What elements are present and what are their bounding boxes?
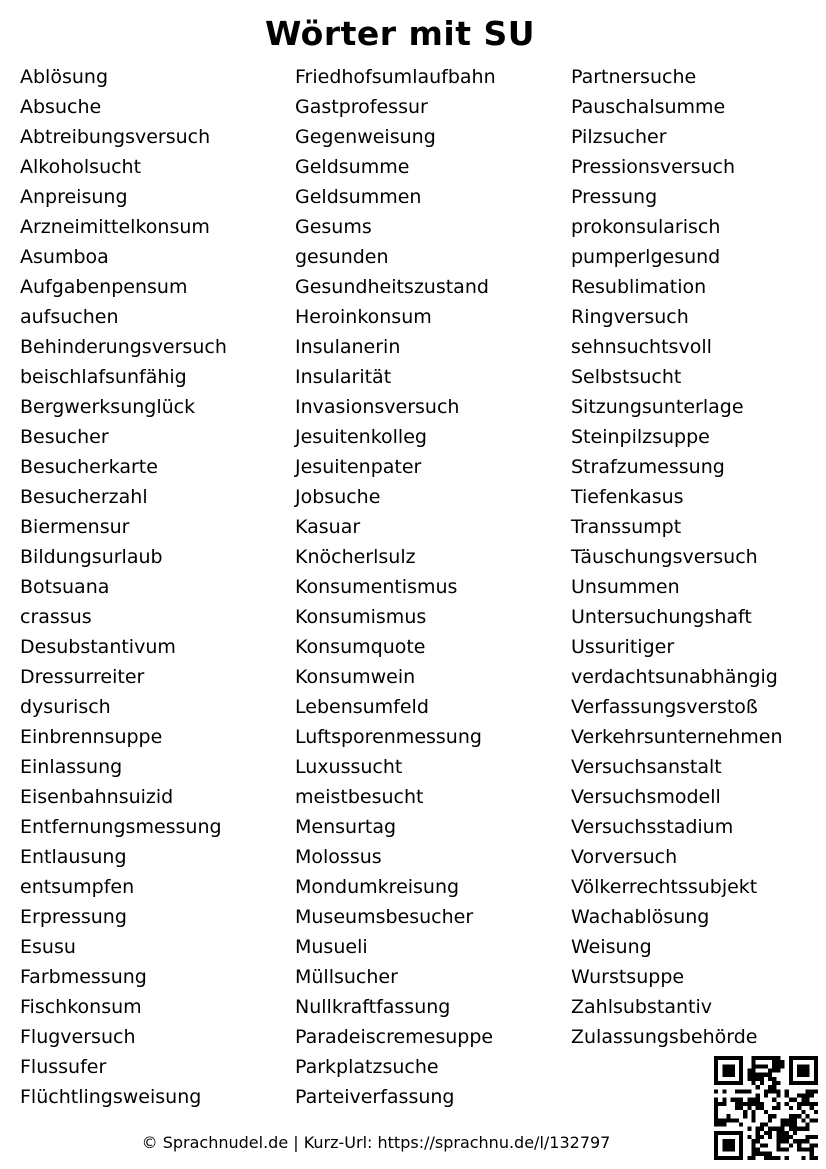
- word-item: Strafzumessung: [571, 456, 725, 478]
- word-column-1: [20, 62, 227, 1112]
- page-title: Wörter mit SU: [264, 14, 536, 53]
- word-item: Besucherkarte: [20, 456, 158, 478]
- word-item: Täuschungsversuch: [571, 546, 758, 568]
- word-item: Anpreisung: [20, 186, 128, 208]
- word-item: Geldsummen: [295, 186, 422, 208]
- word-item: Konsumentismus: [295, 576, 458, 598]
- word-item: Gegenweisung: [295, 126, 436, 148]
- word-item: Lebensumfeld: [295, 696, 429, 718]
- word-item: Vorversuch: [571, 846, 678, 868]
- word-item: Versuchsstadium: [571, 816, 734, 838]
- word-item: Besucherzahl: [20, 486, 148, 508]
- word-item: Partnersuche: [571, 66, 697, 88]
- word-item: prokonsularisch: [571, 216, 721, 238]
- word-item: meistbesucht: [295, 786, 424, 808]
- word-item: Kasuar: [295, 516, 361, 538]
- word-item: Museumsbesucher: [295, 906, 474, 928]
- word-item: Einlassung: [20, 756, 123, 778]
- word-item: Parteiverfassung: [295, 1086, 455, 1108]
- word-item: Besucher: [20, 426, 109, 448]
- word-item: Ringversuch: [571, 306, 689, 328]
- word-item: Esusu: [20, 936, 76, 958]
- word-item: Pilzsucher: [571, 126, 667, 148]
- word-item: Dressurreiter: [20, 666, 145, 688]
- word-item: Unsummen: [571, 576, 680, 598]
- word-item: Weisung: [571, 936, 652, 958]
- word-item: Insularität: [295, 366, 392, 388]
- word-item: Ussuritiger: [571, 636, 675, 658]
- word-item: Behinderungsversuch: [20, 336, 227, 358]
- word-item: Konsumquote: [295, 636, 426, 658]
- word-item: Wurstsuppe: [571, 966, 685, 988]
- word-item: Versuchsanstalt: [571, 756, 722, 778]
- word-item: Flussufer: [20, 1056, 107, 1078]
- word-column-3: [571, 62, 783, 1052]
- word-item: Knöcherlsulz: [295, 546, 416, 568]
- word-item: Paradeiscremesuppe: [295, 1026, 494, 1048]
- word-item: Konsumismus: [295, 606, 427, 628]
- word-item: Transsumpt: [571, 516, 682, 538]
- word-item: Eisenbahnsuizid: [20, 786, 174, 808]
- word-item: Jesuitenpater: [295, 456, 422, 478]
- word-item: Ablösung: [20, 66, 109, 88]
- word-item: Zulassungsbehörde: [571, 1026, 758, 1048]
- word-item: Mondumkreisung: [295, 876, 460, 898]
- word-item: Luxussucht: [295, 756, 403, 778]
- word-item: Friedhofsumlaufbahn: [295, 66, 496, 88]
- word-item: aufsuchen: [20, 306, 119, 328]
- word-item: Versuchsmodell: [571, 786, 721, 808]
- word-item: Flugversuch: [20, 1026, 136, 1048]
- word-item: Farbmessung: [20, 966, 147, 988]
- word-item: Biermensur: [20, 516, 130, 538]
- word-item: Mensurtag: [295, 816, 397, 838]
- word-item: Müllsucher: [295, 966, 398, 988]
- word-item: Abtreibungsversuch: [20, 126, 211, 148]
- word-item: Bildungsurlaub: [20, 546, 163, 568]
- word-item: Nullkraftfassung: [295, 996, 451, 1018]
- word-item: Pressionsversuch: [571, 156, 736, 178]
- word-item: Untersuchungshaft: [571, 606, 752, 628]
- word-item: Pressung: [571, 186, 658, 208]
- qr-code-icon: [714, 1056, 818, 1160]
- word-item: Verfassungsverstoß: [571, 696, 758, 718]
- word-item: Tiefenkasus: [571, 486, 684, 508]
- word-item: Selbstsucht: [571, 366, 682, 388]
- word-item: Gesums: [295, 216, 372, 238]
- word-item: Zahlsubstantiv: [571, 996, 712, 1018]
- footer-credit: © Sprachnudel.de | Kurz-Url: https://sprachnu.de/l/132797: [141, 1133, 611, 1152]
- word-item: Asumboa: [20, 246, 109, 268]
- word-item: crassus: [20, 606, 92, 628]
- word-item: beischlafsunfähig: [20, 366, 187, 388]
- word-item: Resublimation: [571, 276, 707, 298]
- word-item: Invasionsversuch: [295, 396, 460, 418]
- word-item: Fischkonsum: [20, 996, 142, 1018]
- word-item: Botsuana: [20, 576, 110, 598]
- word-item: dysurisch: [20, 696, 111, 718]
- word-item: Musueli: [295, 936, 368, 958]
- word-item: Arzneimittelkonsum: [20, 216, 210, 238]
- word-item: Flüchtlingsweisung: [20, 1086, 202, 1108]
- word-item: Völkerrechtssubjekt: [571, 876, 758, 898]
- word-item: Alkoholsucht: [20, 156, 142, 178]
- word-item: Konsumwein: [295, 666, 416, 688]
- word-item: Parkplatzsuche: [295, 1056, 439, 1078]
- word-item: Bergwerksunglück: [20, 396, 196, 418]
- word-item: Gesundheitszustand: [295, 276, 489, 298]
- word-item: Einbrennsuppe: [20, 726, 163, 748]
- word-item: sehnsuchtsvoll: [571, 336, 712, 358]
- word-item: Entlausung: [20, 846, 127, 868]
- word-item: Gastprofessur: [295, 96, 428, 118]
- word-item: Erpressung: [20, 906, 127, 928]
- word-item: entsumpfen: [20, 876, 135, 898]
- word-item: verdachtsunabhängig: [571, 666, 778, 688]
- word-item: Steinpilzsuppe: [571, 426, 710, 448]
- word-item: gesunden: [295, 246, 389, 268]
- word-item: Absuche: [20, 96, 102, 118]
- word-item: pumperlgesund: [571, 246, 721, 268]
- word-item: Luftsporenmessung: [295, 726, 482, 748]
- word-item: Entfernungsmessung: [20, 816, 222, 838]
- word-item: Sitzungsunterlage: [571, 396, 744, 418]
- word-item: Wachablösung: [571, 906, 710, 928]
- word-item: Molossus: [295, 846, 382, 868]
- word-item: Jesuitenkolleg: [295, 426, 427, 448]
- word-item: Geldsumme: [295, 156, 410, 178]
- word-item: Verkehrsunternehmen: [571, 726, 783, 748]
- word-item: Insulanerin: [295, 336, 401, 358]
- word-item: Heroinkonsum: [295, 306, 432, 328]
- word-item: Jobsuche: [295, 486, 381, 508]
- word-item: Aufgabenpensum: [20, 276, 188, 298]
- word-item: Desubstantivum: [20, 636, 176, 658]
- word-column-2: [295, 62, 496, 1112]
- word-item: Pauschalsumme: [571, 96, 726, 118]
